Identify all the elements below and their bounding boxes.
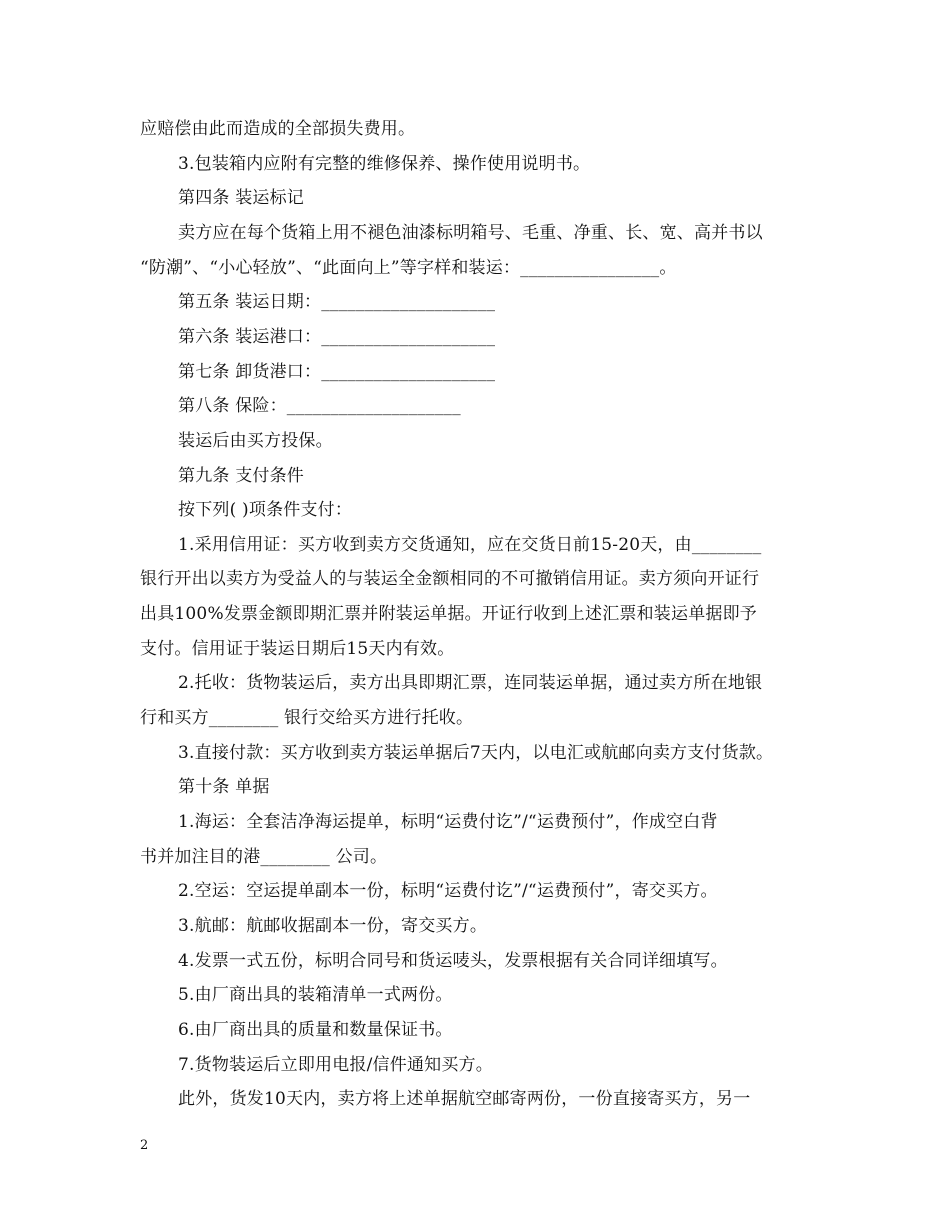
text-line: 第七条 卸货港口：____________________: [178, 362, 496, 382]
text-line: 2.空运：空运提单副本一份，标明“运费付讫”/“运费预付”，寄交买方。: [178, 881, 718, 901]
text-line: 第八条 保险：____________________: [178, 396, 461, 416]
text-line: 出具100%发票金额即期汇票并附装运单据。开证行收到上述汇票和装运单据即予: [140, 604, 757, 624]
text-line: 第五条 装运日期：____________________: [178, 292, 496, 312]
text-line: 4.发票一式五份，标明合同号和货运唛头，发票根据有关合同详细填写。: [178, 951, 728, 971]
text-line: “防潮”、“小心轻放”、“此面向上”等字样和装运：________________。: [140, 258, 677, 278]
text-line: 第四条 装运标记: [178, 188, 305, 208]
text-line: 按下列( )项条件支付：: [178, 500, 353, 520]
text-line: 装运后由买方投保。: [178, 431, 333, 451]
text-line: 1.采用信用证：买方收到卖方交货通知，应在交货日前15-20天，由________: [178, 535, 762, 555]
text-line: 支付。信用证于装运日期后15天内有效。: [140, 639, 455, 659]
text-line: 银行开出以卖方为受益人的与装运全金额相同的不可撤销信用证。卖方须向开证行: [140, 569, 760, 589]
text-line: 书并加注目的港________ 公司。: [140, 847, 388, 867]
text-line: 第六条 装运港口：____________________: [178, 327, 496, 347]
text-line: 2.托收：货物装运后，卖方出具即期汇票，连同装运单据，通过卖方所在地银: [178, 673, 763, 693]
text-line: 1.海运：全套洁净海运提单，标明“运费付讫”/“运费预付”，作成空白背: [178, 812, 718, 832]
text-line: 应赔偿由此而造成的全部损失费用。: [140, 119, 416, 139]
text-line: 3.包装箱内应附有完整的维修保养、操作使用说明书。: [178, 154, 591, 174]
text-line: 6.由厂商出具的质量和数量保证书。: [178, 1020, 453, 1040]
text-line: 5.由厂商出具的装箱清单一式两份。: [178, 985, 453, 1005]
text-line: 3.直接付款：买方收到卖方装运单据后7天内，以电汇或航邮向卖方支付货款。: [178, 743, 774, 763]
text-line: 3.航邮：航邮收据副本一份，寄交买方。: [178, 916, 488, 936]
text-line: 第九条 支付条件: [178, 466, 305, 486]
text-line: 第十条 单据: [178, 777, 270, 797]
page-number: 2: [140, 1138, 149, 1153]
text-line: 此外，货发10天内，卖方将上述单据航空邮寄两份，一份直接寄买方，另一: [178, 1089, 751, 1109]
text-line: 卖方应在每个货箱上用不褪色油漆标明箱号、毛重、净重、长、宽、高并书以: [178, 223, 763, 243]
text-line: 行和买方________ 银行交给买方进行托收。: [140, 708, 474, 728]
text-line: 7.货物装运后立即用电报/信件通知买方。: [178, 1055, 493, 1075]
